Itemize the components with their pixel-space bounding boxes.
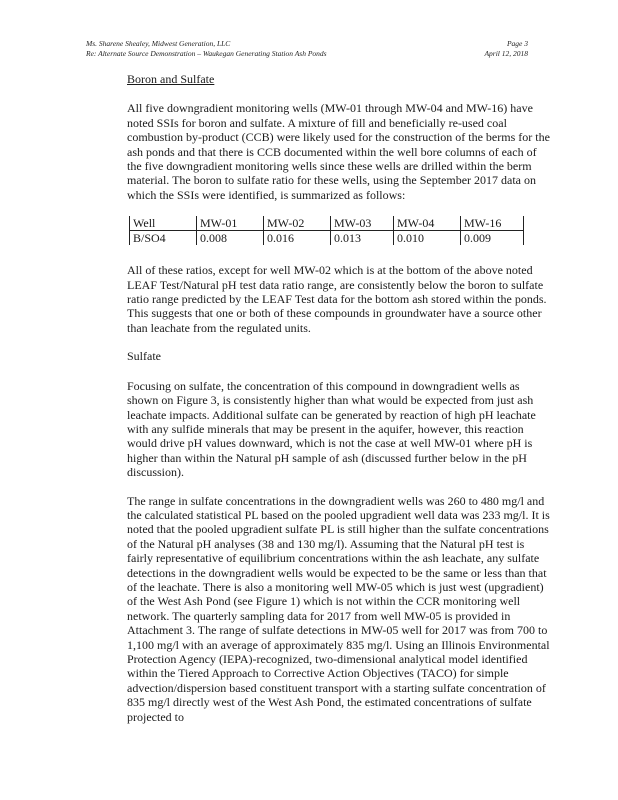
paragraph: Focusing on sulfate, the concentration of this compound in downgradient wells as shown on Figure 3, is consistently higher than what would be expected from just ash leachate impacts. Additional sulfate can be generated by reaction of high pH leachate with any sulfide minerals that may be present in the aquifer, however, this reaction would drive pH values downward, which is not the case at well MW-01 where pH is higher than within the Natural pH sample of ash (discussed further below in the pH discussion). (127, 378, 536, 480)
paragraph: The range in sulfate concentrations in the downgradient wells was 260 to 480 mg/l and the calculated statistical PL based on the pooled upgradient well data was 233 mg/l. It is noted that the pooled upgradient sulfate PL is still higher than the sulfate concentrations of the Natural pH analyses (38 and 130 mg/l). Assuming that the Natural pH test is fairly representative of equilibrium concentrations within the ash leachate, any sulfate detections in the downgradient wells would be expected to be the same or less than that of the leachate. There is also a monitoring well MW-05 which is just west (upgradient) of the West Ash Pond (see Figure 1) which is not within the CCR monitoring well network. The quarterly sampling data for 2017 from well MW-05 is provided in Attachment 3. The range of sulfate detections in MW-05 well for 2017 was from 700 to 1,100 mg/l with an average of approximately 835 mg/l. Using an Illinois Environmental Protection Agency (IEPA)-recognized, two-dimensional analytical model identified within the Tiered Approach to Corrective Action Objectives (TACO) for simple advection/dispersion based constituent transport with a starting sulfate concentration of 835 mg/l directly west of the West Ash Pond, the estimated concentrations of sulfate projected to (127, 493, 550, 724)
table-header-cell: MW-03 (331, 216, 394, 231)
header-recipient: Ms. Sharene Shealey, Midwest Generation, LLC (86, 39, 231, 48)
table-header-cell: MW-04 (394, 216, 461, 231)
table-header-cell: MW-02 (264, 216, 331, 231)
table-cell: B/SO4 (130, 231, 197, 246)
table-header-cell: Well (130, 216, 197, 231)
table-cell: 0.008 (197, 231, 264, 246)
paragraph: All five downgradient monitoring wells (MW-01 through MW-04 and MW-16) have noted SSIs for boron and sulfate. A mixture of fill and beneficially re-used coal combustion by-product (CCB) were likely used for the construction of the berms for the ash ponds and that there is CCB documented within the well bore columns of each of the five downgradient monitoring wells since these wells are drilled within the berm material. The boron to sulfate ratio for these wells, using the September 2017 data on which the SSIs were identified, is summarized as follows: (127, 101, 550, 202)
document-body (127, 72, 551, 738)
table-cell: 0.016 (264, 231, 331, 246)
header-date: April 12, 2018 (484, 49, 528, 58)
paragraph: All of these ratios, except for well MW-02 which is at the bottom of the above noted LEAF Test/Natural pH test data ratio range, are consistently below the boron to sulfate ratio range predicted by the LEAF Test data for the bottom ash stored within the ponds. This suggests that one or both of these compounds in groundwater have a source other than leachate from the regulated units. (127, 263, 547, 335)
header-subject: Re: Alternate Source Demonstration – Waukegan Generating Station Ash Ponds (86, 49, 327, 58)
header-page-number: Page 3 (506, 39, 528, 48)
table-header-row (130, 216, 524, 231)
table-cell: 0.010 (394, 231, 461, 246)
table-row (130, 231, 524, 246)
page-header (86, 39, 528, 59)
table-cell: 0.009 (461, 231, 524, 246)
table-cell: 0.013 (331, 231, 394, 246)
boron-sulfate-ratio-table (129, 216, 524, 245)
section-heading-boron-sulfate: Boron and Sulfate (127, 72, 215, 86)
section-heading-sulfate: Sulfate (127, 349, 161, 364)
table-header-cell: MW-16 (461, 216, 524, 231)
table-header-cell: MW-01 (197, 216, 264, 231)
